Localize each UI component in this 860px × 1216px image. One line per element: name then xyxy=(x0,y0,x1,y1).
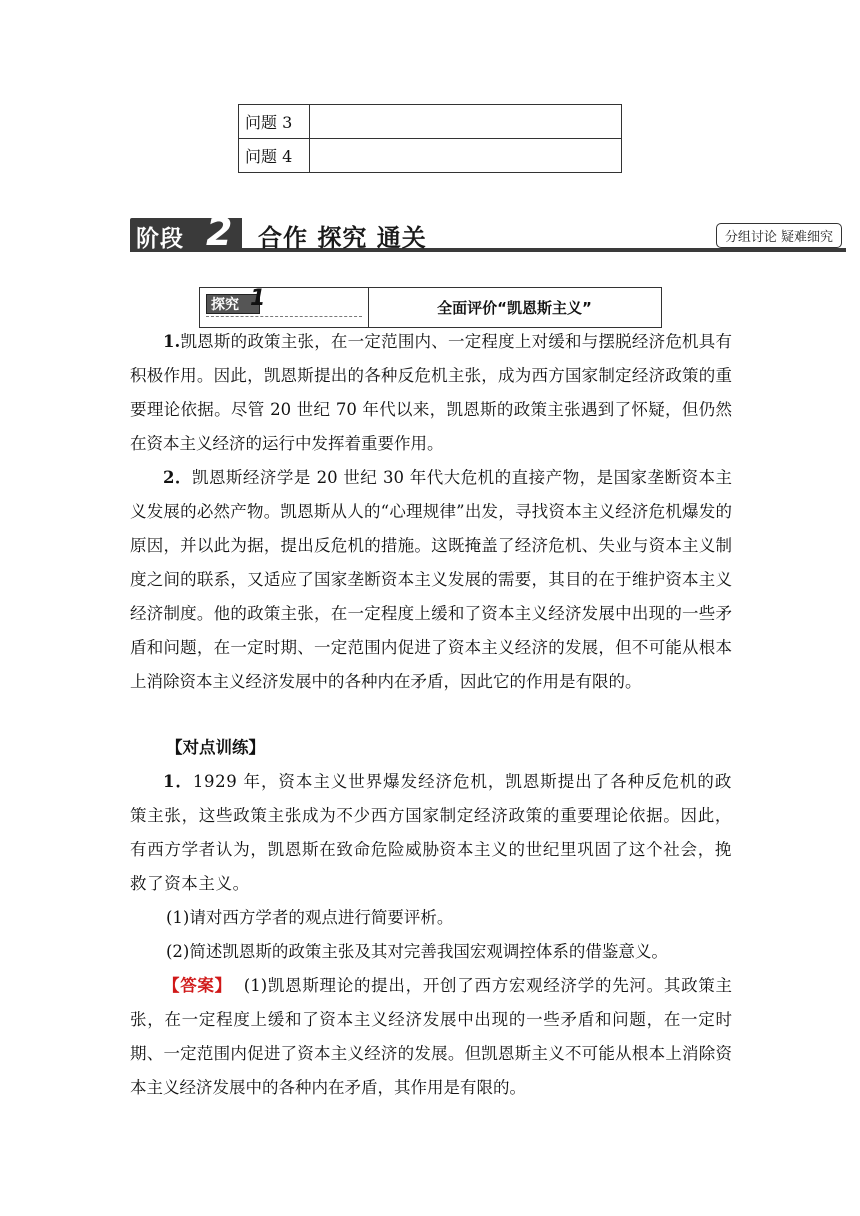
question-label: 问题 3 xyxy=(239,105,310,139)
training-heading: 【对点训练】 xyxy=(166,738,265,757)
stage-word: 阶段 xyxy=(136,226,184,252)
dashed-divider xyxy=(206,316,362,317)
stage-title: 合作 探究 通关 xyxy=(258,224,427,252)
explore-header xyxy=(199,287,662,328)
table-row xyxy=(239,139,622,173)
explore-tag: 探究 xyxy=(206,294,260,314)
question-number: 1． xyxy=(163,772,193,791)
training-question xyxy=(130,765,732,901)
sub-question-1: (1)请对西方学者的观点进行简要评析。 xyxy=(166,908,454,927)
answer-text: (1)凯恩斯理论的提出，开创了西方宏观经济学的先河。其政策主张，在一定程度上缓和了资本主义经济发展中出现的一些矛盾和问题，在一定时期、一定范围内促进了资本主义经济的发展。但凯恩斯主义不可能从根本上消除资本主义经济发展中的各种内在矛盾，其作用是有限的。 xyxy=(130,976,732,1097)
question-text: 1929 年，资本主义世界爆发经济危机，凯恩斯提出了各种反危机的政策主张，这些政策主张成为不少西方国家制定经济政策的重要理论依据。因此，有西方学者认为，凯恩斯在致命危险威胁资本主义的世纪里巩固了这个社会，挽救了资本主义。 xyxy=(130,772,732,893)
point-number: 2． xyxy=(163,468,192,487)
point-text: 凯恩斯的政策主张，在一定范围内、一定程度上对缓和与摆脱经济危机具有积极作用。因此，凯恩斯提出的各种反危机主张，成为西方国家制定经济政策的重要理论依据。尽管 20 世纪 70 年代以来，凯恩斯的政策主张遇到了怀疑，但仍然在资本主义经济的运行中发挥着重要作用。 xyxy=(130,332,732,453)
stage-number: 2 xyxy=(206,210,233,254)
explore-number: 1 xyxy=(250,286,266,311)
explore-label-cell xyxy=(200,288,369,327)
answer-label: 【答案】 xyxy=(163,976,232,995)
point-number: 1. xyxy=(163,332,181,351)
point-text: 凯恩斯经济学是 20 世纪 30 年代大危机的直接产物，是国家垄断资本主义发展的必然产物。凯恩斯从人的“心理规律”出发，寻找资本主义经济危机爆发的原因，并以此为据，提出反危机的措施。这既掩盖了经济危机、失业与资本主义制度之间的联系，又适应了国家垄断资本主义发展的需要，其目的在于维护资本主义经济制度。他的政策主张，在一定程度上缓和了资本主义经济发展中出现的一些矛盾和问题，在一定时期、一定范围内促进了资本主义经济的发展，但不可能从根本上消除资本主义经济发展中的各种内在矛盾，因此它的作用是有限的。 xyxy=(130,468,732,691)
explore-title: 全面评价“凯恩斯主义” xyxy=(437,299,592,317)
stage-badge xyxy=(130,210,242,254)
answer-paragraph xyxy=(130,969,732,1105)
answer-cell xyxy=(310,105,622,139)
table-row xyxy=(239,105,622,139)
question-label: 问题 4 xyxy=(239,139,310,173)
point-paragraph-2 xyxy=(130,461,732,699)
stage-banner xyxy=(130,210,846,255)
answer-cell xyxy=(310,139,622,173)
question-table xyxy=(238,104,622,173)
sub-question-2: (2)简述凯恩斯的政策主张及其对完善我国宏观调控体系的借鉴意义。 xyxy=(166,942,668,961)
stage-tag: 分组讨论 疑难细究 xyxy=(716,223,842,248)
point-paragraph-1 xyxy=(130,325,732,461)
